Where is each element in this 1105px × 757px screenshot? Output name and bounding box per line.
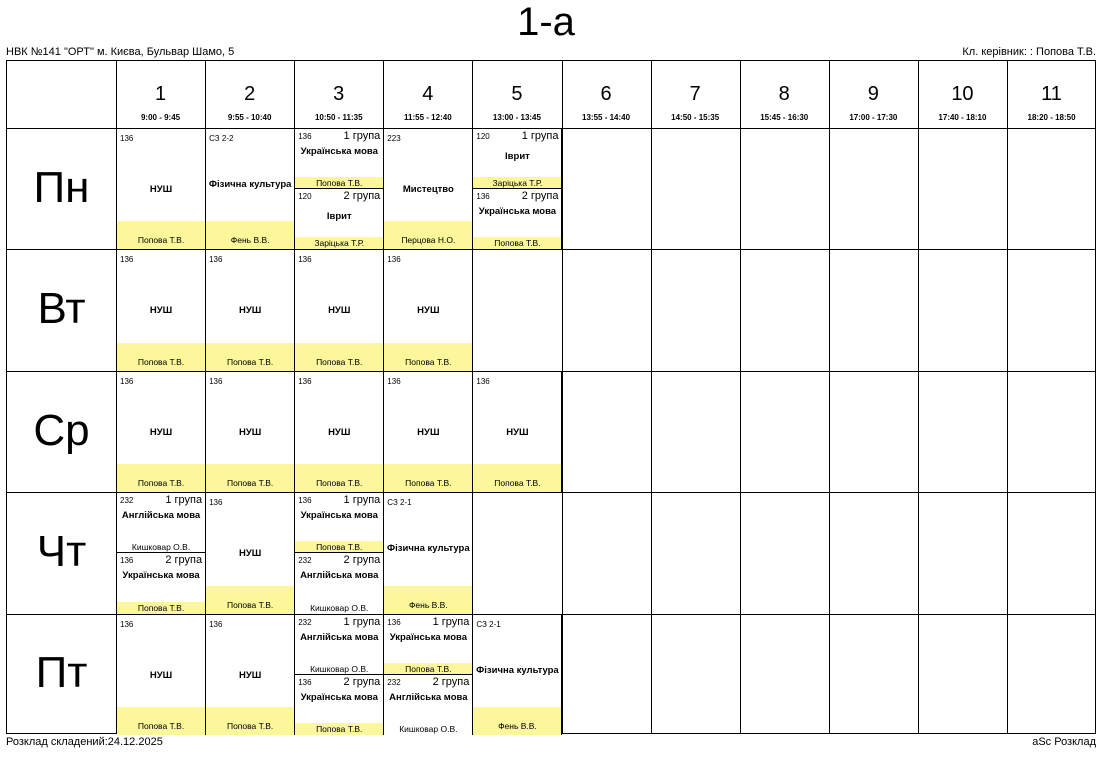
teacher-strip [295, 464, 383, 492]
group-label: 1 група [432, 615, 470, 628]
generated-date: Розклад складений:24.12.2025 [6, 736, 163, 748]
lesson-card[interactable] [295, 493, 384, 613]
lesson-card[interactable] [295, 129, 384, 249]
room-number: 136 [387, 376, 401, 386]
room-number: 136 [476, 376, 490, 386]
subject-name: Українська мова [300, 691, 378, 703]
period-number: 4 [422, 83, 434, 105]
teacher-strip: Попова Т.В. [295, 723, 383, 735]
room-number: 232 [387, 677, 401, 687]
subject-name: Іврит [326, 211, 352, 223]
teacher-strip [206, 221, 294, 249]
group-label: 2 група [521, 190, 559, 203]
subject-name: Українська мова [478, 206, 557, 218]
room-number: 136 [298, 132, 312, 141]
subject-name: НУШ [149, 669, 173, 681]
subject-name: Англійська мова [389, 691, 468, 703]
day-label: Ср [33, 405, 90, 455]
room-number: 136 [476, 192, 490, 202]
subject-name: Іврит [505, 151, 530, 162]
subject-name: НУШ [328, 426, 351, 438]
group-lesson[interactable] [117, 493, 205, 553]
room-number: 136 [298, 376, 312, 386]
lesson-card[interactable] [206, 129, 295, 249]
teacher-strip [117, 707, 205, 735]
period-header [918, 61, 1007, 128]
period-time: 17:40 - 18:10 [938, 113, 987, 122]
group-label: 2 група [432, 675, 470, 688]
lesson-card[interactable] [117, 615, 206, 735]
period-number: 6 [600, 83, 612, 105]
period-number: 1 [154, 83, 167, 105]
lesson-card[interactable] [384, 493, 473, 613]
room-number: 136 [120, 255, 134, 265]
period-header [740, 61, 829, 128]
room-number: 232 [298, 556, 312, 566]
lesson-card[interactable] [295, 615, 384, 735]
subject-name: Українська мова [122, 570, 200, 582]
group-lesson[interactable] [295, 493, 383, 553]
subject-name: НУШ [506, 426, 529, 438]
period-time: 17:00 - 17:30 [849, 113, 898, 122]
teacher-name: Фень В.В. [230, 235, 270, 246]
room-number: 136 [387, 255, 401, 265]
subject-name: Українська мова [300, 510, 378, 522]
period-number: 10 [951, 83, 974, 105]
lesson-card[interactable] [384, 372, 473, 492]
period-time: 14:50 - 15:35 [671, 113, 720, 122]
lesson-card[interactable] [473, 372, 562, 492]
teacher-strip: Кишковар О.В. [295, 663, 383, 675]
teacher-strip [117, 343, 205, 371]
lesson-card[interactable] [206, 250, 295, 370]
teacher-strip: Кишковар О.В. [295, 602, 383, 614]
teacher-strip [117, 221, 205, 249]
subject-name: Українська мова [389, 631, 467, 643]
subject-name: НУШ [149, 184, 173, 195]
group-lesson[interactable] [473, 189, 561, 249]
group-lesson[interactable] [295, 615, 383, 675]
lesson-card[interactable] [384, 129, 473, 249]
teacher-name: Фень В.В. [408, 599, 448, 610]
subject-name: Українська мова [300, 146, 378, 157]
room-number: 136 [298, 677, 312, 687]
teacher-strip [117, 464, 205, 492]
subject-name: НУШ [149, 305, 173, 317]
group-lesson[interactable] [384, 675, 472, 735]
period-time: 9:55 - 10:40 [227, 113, 272, 122]
room-number: СЗ 2-2 [209, 134, 234, 143]
subject-name: НУШ [238, 426, 262, 438]
group-label: 2 група [343, 554, 381, 567]
subject-name: НУШ [417, 305, 440, 317]
period-number: 8 [778, 83, 790, 105]
lesson-card[interactable] [117, 493, 206, 613]
lesson-card[interactable] [206, 372, 295, 492]
room-number: 120 [476, 132, 490, 141]
column-divider [918, 61, 919, 733]
period-header [116, 61, 205, 128]
period-time: 18:20 - 18:50 [1027, 113, 1076, 122]
room-number: 136 [120, 556, 134, 566]
lesson-card[interactable] [473, 615, 562, 735]
group-label: 1 група [521, 130, 559, 142]
room-number: 136 [120, 619, 134, 629]
group-lesson[interactable] [295, 129, 383, 189]
group-label: 1 група [343, 615, 381, 628]
teacher-strip: Попова Т.В. [473, 237, 561, 249]
teacher-strip [473, 707, 561, 735]
class-title: 1-а [517, 0, 575, 44]
period-header [829, 61, 918, 128]
period-time: 15:45 - 16:30 [760, 113, 809, 122]
period-header [562, 61, 651, 128]
day-label: Чт [36, 526, 87, 576]
teacher-strip: Кишковар О.В. [117, 541, 205, 553]
teacher-strip [473, 464, 561, 492]
teacher-name: Попова Т.В. [137, 720, 185, 731]
room-number: 120 [298, 192, 312, 202]
teacher-strip: Попова Т.В. [384, 663, 472, 675]
lesson-card[interactable] [384, 250, 473, 370]
day-label: Пт [35, 648, 88, 698]
subject-name: НУШ [238, 669, 262, 681]
period-time: 13:55 - 14:40 [582, 113, 631, 122]
period-time: 11:55 - 12:40 [404, 113, 452, 122]
period-header [294, 61, 383, 128]
room-number: 232 [120, 496, 134, 506]
subject-name: НУШ [238, 305, 262, 317]
period-time: 9:00 - 9:45 [140, 113, 181, 122]
teacher-name: Попова Т.В. [226, 478, 274, 489]
period-number: 11 [1041, 83, 1062, 105]
teacher-name: Попова Т.В. [226, 356, 274, 367]
lesson-card[interactable] [206, 493, 295, 613]
room-number: 136 [387, 617, 401, 627]
teacher-name: Попова Т.В. [405, 356, 452, 367]
group-lesson[interactable] [295, 675, 383, 735]
lesson-card[interactable] [295, 250, 384, 370]
lesson-card[interactable] [117, 372, 206, 492]
group-label: 2 група [343, 190, 381, 203]
period-time: 10:50 - 11:35 [314, 113, 363, 122]
room-number: СЗ 2-1 [387, 498, 412, 508]
teacher-name: Попова Т.В. [137, 478, 185, 489]
teacher-strip: Попова Т.В. [117, 602, 205, 614]
teacher-strip [295, 343, 383, 371]
teacher-strip: Попова Т.В. [295, 541, 383, 553]
subject-name: НУШ [149, 426, 173, 438]
teacher-strip: Попова Т.В. [295, 177, 383, 189]
group-lesson[interactable] [295, 553, 383, 613]
column-divider [651, 61, 652, 733]
room-number: 136 [298, 496, 312, 506]
teacher-strip [206, 464, 294, 492]
subject-name: Фізична культура [476, 664, 559, 676]
column-divider [829, 61, 830, 733]
room-number: 136 [298, 255, 312, 265]
teacher-strip [206, 343, 294, 371]
school-name: НВК №141 "ОРТ" м. Києва, Бульвар Шамо, 5 [6, 46, 235, 58]
teacher-strip [384, 221, 472, 249]
teacher-strip [384, 343, 472, 371]
teacher-name: Попова Т.В. [137, 356, 185, 367]
room-number: 136 [209, 619, 223, 629]
room-number: 136 [209, 498, 223, 508]
group-label: 2 група [343, 675, 381, 688]
teacher-strip: Заріцька Т.Р. [473, 177, 561, 189]
period-number: 3 [333, 83, 345, 105]
lesson-card[interactable] [473, 129, 562, 249]
room-number: СЗ 2-1 [476, 619, 501, 629]
lesson-card[interactable] [117, 250, 206, 370]
teacher-strip [384, 586, 472, 614]
period-header [205, 61, 294, 128]
period-header [472, 61, 561, 128]
subject-name: Мистецтво [402, 184, 454, 195]
period-header [383, 61, 472, 128]
subject-name: Фізична культура [208, 179, 292, 190]
room-number: 223 [387, 134, 401, 143]
lesson-card[interactable] [206, 615, 295, 735]
room-number: 136 [120, 376, 134, 386]
teacher-strip [206, 707, 294, 735]
group-label: 2 група [165, 554, 203, 567]
room-number: 136 [209, 255, 223, 265]
teacher-name: Попова Т.В. [226, 599, 274, 610]
teacher-strip [206, 586, 294, 614]
group-lesson[interactable] [473, 129, 561, 189]
group-lesson[interactable] [384, 615, 472, 675]
lesson-card[interactable] [384, 615, 473, 735]
day-label: Пн [33, 162, 90, 212]
teacher-name: Попова Т.В. [137, 235, 185, 246]
subject-name: Фізична культура [387, 543, 470, 555]
teacher-name: Попова Т.В. [405, 478, 452, 489]
subject-name: Англійська мова [300, 631, 379, 643]
teacher-strip: Кишковар О.В. [384, 723, 472, 735]
teacher-strip: Заріцька Т.Р. [295, 237, 383, 249]
room-number: 232 [298, 617, 312, 627]
app-credit: aSc Розклад [1032, 736, 1096, 748]
lesson-card[interactable] [117, 129, 206, 249]
group-label: 1 група [343, 130, 381, 142]
day-label: Вт [37, 284, 86, 334]
period-number: 5 [511, 83, 523, 105]
lesson-card[interactable] [295, 372, 384, 492]
group-lesson[interactable] [295, 189, 383, 249]
period-number: 2 [244, 83, 256, 105]
period-number: 9 [867, 83, 879, 105]
class-teacher: Кл. керівник: : Попова Т.В. [962, 46, 1096, 58]
period-time: 13:00 - 13:45 [492, 113, 541, 122]
group-lesson[interactable] [117, 553, 205, 613]
subject-name: Англійська мова [300, 570, 379, 582]
teacher-name: Фень В.В. [498, 720, 537, 731]
teacher-name: Попова Т.В. [226, 720, 274, 731]
teacher-name: Попова Т.В. [494, 478, 541, 489]
timetable-grid [6, 60, 1096, 734]
period-header [651, 61, 740, 128]
column-divider [1007, 61, 1008, 733]
room-number: 136 [120, 134, 134, 143]
column-divider [740, 61, 741, 733]
subject-name: Англійська мова [121, 510, 201, 522]
teacher-name: Попова Т.В. [316, 356, 363, 367]
room-number: 136 [209, 376, 223, 386]
subject-name: НУШ [238, 548, 262, 560]
teacher-name: Перцова Н.О. [401, 235, 456, 246]
teacher-strip [384, 464, 472, 492]
teacher-name: Попова Т.В. [316, 478, 363, 489]
group-label: 1 група [343, 494, 381, 507]
period-header [1007, 61, 1096, 128]
group-label: 1 група [165, 494, 203, 507]
subject-name: НУШ [328, 305, 351, 317]
period-number: 7 [689, 83, 701, 105]
subject-name: НУШ [417, 426, 440, 438]
